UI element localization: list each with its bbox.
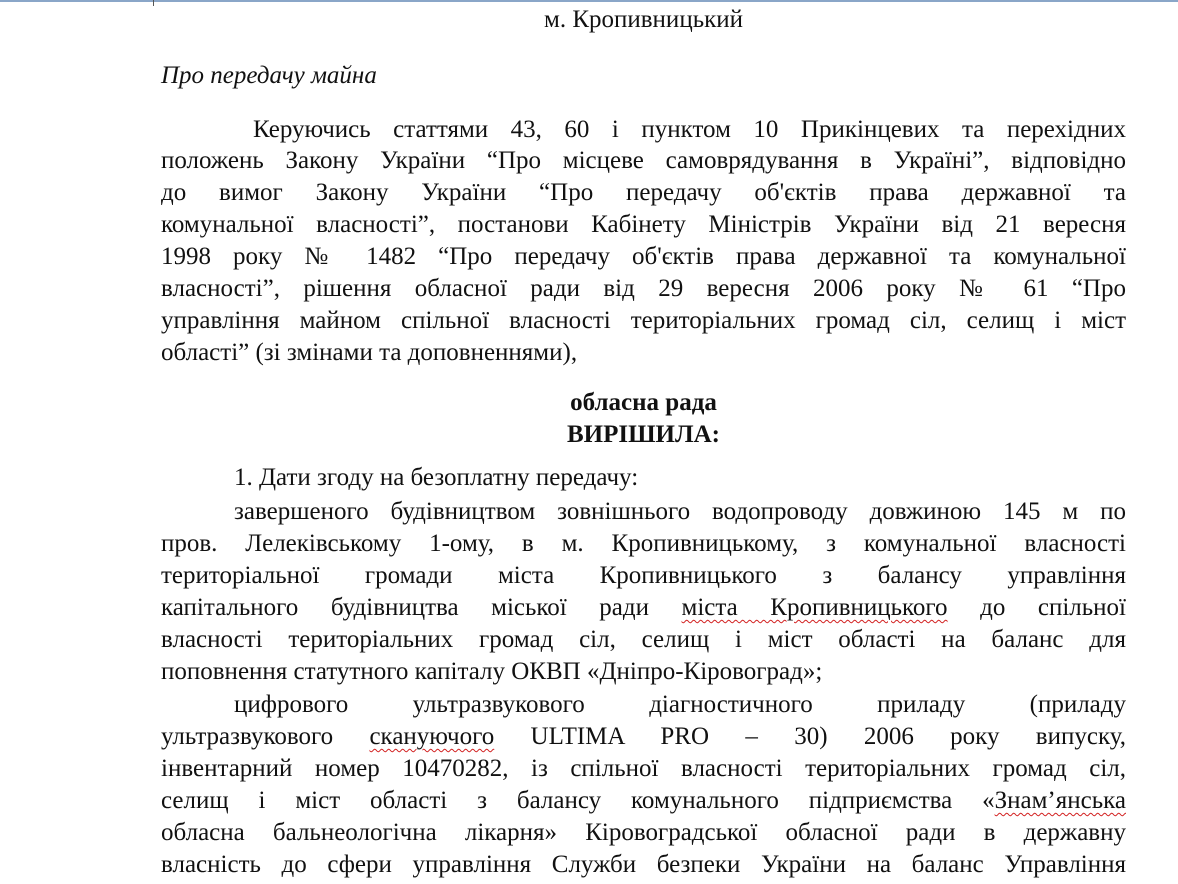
para-a-line-4-part-4: до спільної (947, 594, 1126, 621)
para-a-line-6: поповнення статутного капіталу ОКВП «Дніпро-Кіровоград»; (161, 658, 823, 685)
spellcheck-word: скануючого (369, 723, 495, 750)
para-b-line-2 (161, 722, 1126, 754)
para-a-line-3: територіальної громади міста Кропивницького з балансу управління (161, 562, 1126, 589)
preamble-line-7: управління майном спільної власності територіальних громад сіл, селищ і міст (161, 307, 1126, 334)
para-a-line-4 (161, 593, 1126, 625)
para-a-line-1: завершеного будівництвом зовнішнього водопроводу довжиною 145 м по (234, 498, 1126, 525)
council-heading: обласна рада (570, 389, 717, 416)
para-b-line-2-part-3: ULTIMA PRO – 30) 2006 року випуску, (494, 723, 1126, 750)
preamble-line-6: власності”, рішення обласної ради від 29 вересня 2006 року № 61 “Про (161, 275, 1126, 302)
spellcheck-word: Кропивницького (737, 594, 948, 621)
preamble-line-5: 1998 року № 1482 “Про передачу об'єктів права державної та комунальної (161, 243, 1126, 270)
preamble-line-8: області” (зі змінами та доповненнями), (161, 339, 578, 366)
para-b-line-1: цифрового ультразвукового діагностичного приладу (приладу (234, 691, 1126, 718)
preamble-line-2: положень Закону України “Про місцеве самоврядування в Україні”, відповідно (161, 147, 1126, 174)
para-a-line-4-part-1: капітального будівництва міської ради (161, 594, 682, 621)
document-subject: Про передачу майна (161, 62, 377, 89)
para-b-line-4 (161, 786, 1126, 818)
margin-corner-mark (153, 0, 154, 6)
para-a-line-2: пров. Лелеківському 1-ому, в м. Кропивницькому, з комунальної власності (161, 530, 1126, 557)
item-1: 1. Дати згоду на безоплатну передачу: (234, 464, 639, 491)
city-line: м. Кропивницький (544, 6, 743, 33)
para-b-line-3: інвентарний номер 10470282, із спільної власності територіальних громад сіл, (161, 755, 1126, 782)
spellcheck-word: Знам’янська (994, 787, 1126, 814)
decided-heading: ВИРІШИЛА: (566, 421, 721, 448)
preamble-line-3: до вимог Закону України “Про передачу об'єктів права державної та (161, 179, 1126, 206)
page-top-border (0, 0, 1178, 2)
para-a-line-5: власності територіальних громад сіл, селищ і міст області на баланс для (161, 626, 1126, 653)
para-b-line-5: обласна бальнеологічна лікарня» Кіровоградської обласної ради в державну (161, 819, 1126, 846)
para-b-line-4-part-1: селищ і міст області з балансу комунального підприємства « (161, 787, 995, 814)
spellcheck-word: міста (681, 594, 738, 621)
preamble-line-4: комунальної власності”, постанови Кабінету Міністрів України від 21 вересня (161, 211, 1126, 238)
para-b-line-2-part-1: ультразвукового (161, 723, 370, 750)
preamble-line-1: Керуючись статтями 43, 60 і пунктом 10 Прикінцевих та перехідних (253, 116, 1126, 143)
para-b-line-6: власність до сфери управління Служби безпеки України на баланс Управління (161, 851, 1126, 878)
